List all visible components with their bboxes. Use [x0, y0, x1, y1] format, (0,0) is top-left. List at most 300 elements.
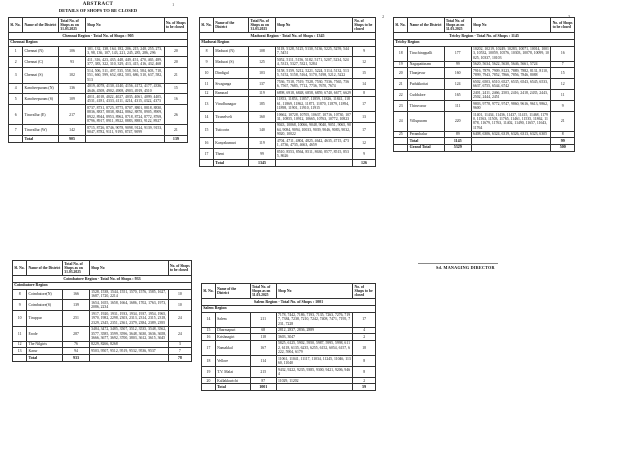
table-row [394, 101, 575, 112]
shop-numbers-cell: 9803, 9778, 9772, 9747, 9860, 9616, 9613, 9862, 9600 [471, 101, 551, 112]
total-shops-cell: 139 [63, 300, 90, 311]
shops-closed-cell: 10 [168, 289, 191, 300]
column-header-shop-no: Shop No [276, 284, 353, 299]
shop-numbers-cell: 5158, 5159, 5212, 5221, 5224, 5114, 5132, 5135, 5152, 5158, 5164, 5170, 5198, 5212, 5222 [275, 68, 352, 79]
sl-no-cell: 14 [202, 312, 216, 327]
shop-numbers-cell: 8737, 8731, 8725, 8775, 8707, 8801, 8818, 8830, 8836, 8837, 8838, 8842, 8862, 8870, 8905, 8909, 8922, 8944, 8953, 8962, 8718, 8724, 8772, 8769, 8796, 8917, 8911, 8922, 8883, 8883, 9122, 8927 [85, 105, 164, 125]
shops-closed-cell: 12 [353, 57, 376, 68]
sl-no-cell: 20 [202, 377, 216, 384]
shops-closed-cell: 2 [353, 377, 376, 384]
total-shops-cell: 215 [250, 367, 276, 378]
table-row [200, 57, 376, 68]
shop-numbers-cell: 9503, 9507, 9512, 9519, 9532, 9536, 9537 [89, 348, 168, 355]
region-title: Madurai Region - Total No. of Shops : 1345 [200, 32, 376, 39]
table-row [9, 46, 188, 57]
sl-no-cell: 9 [200, 57, 214, 68]
total-shops-cell: 119 [249, 90, 275, 97]
district-cell: Nagapattinam [408, 61, 444, 68]
district-cell: Villupuram [408, 111, 444, 131]
signature-line [418, 263, 498, 264]
table-row [200, 96, 376, 111]
chennai-region-table [8, 17, 188, 143]
shop-numbers-cell: 10662, 10728, 10705, 10637, 10716, 10730, 10731, 10855, 10912, 10665, 10763, 10772, 10823 [276, 112, 351, 121]
sl-no-cell: 17 [200, 149, 214, 160]
shops-closed-cell: 17 [353, 122, 376, 137]
shops-closed-cell: 9 [353, 46, 376, 57]
shops-closed-cell: 7 [551, 61, 575, 68]
madurai-region-table [199, 17, 376, 167]
sl-no-cell: 11 [13, 326, 27, 341]
sl-no-cell: 16 [200, 138, 214, 149]
table-row [394, 46, 575, 61]
district-cell: Tiruppur [27, 311, 63, 326]
total-shops-cell: 89 [444, 131, 471, 138]
shop-numbers-cell: 1528, 1538, 1544, 1551, 1570, 1576, 1585, 1627, 1687, 1720, 2214 [89, 289, 168, 300]
column-header-closed: No. of Shops to be closed [353, 18, 376, 33]
district-cell: Ramnad [214, 90, 249, 97]
shops-closed-cell: 21 [164, 68, 187, 83]
shops-closed-cell: 17 [353, 96, 376, 111]
shops-closed-cell: 18 [353, 340, 376, 355]
column-header-shop-no: Shop No [471, 18, 551, 33]
table-row [9, 68, 188, 83]
shops-closed-cell: 16 [164, 94, 187, 105]
district-cell: Coimbatore(S) [27, 300, 63, 311]
trichy-region-table [393, 17, 575, 152]
sl-no-cell: 18 [202, 356, 216, 367]
shop-numbers-cell: 8510, 8553, 8564, 8511, 8630, 8577, 8515, 8535, 8626 [275, 149, 352, 160]
table-row [200, 138, 376, 149]
table-row [13, 300, 192, 311]
sl-no-cell: 9 [13, 300, 27, 311]
shop-numbers-cell: 4019, 4078, 4130, 4140, 4156, 4172, 4177, 4336, 4646, 4508, 4902, 4908, 4903, 4919, 4510 [85, 83, 164, 94]
sl-no-cell: 17 [202, 340, 216, 355]
shops-closed-cell: 14 [353, 79, 376, 90]
grand-total-row [394, 144, 575, 151]
total-row [202, 384, 376, 391]
total-label: Total [408, 138, 444, 145]
sl-no-cell: 4 [9, 83, 23, 94]
sl-no-cell: 15 [202, 327, 216, 334]
shop-numbers-cell: 6898, 6918, 6848, 6858, 6859, 6740, 6677, 6629 [276, 90, 351, 95]
shop-numbers-cell: 6502, 6503, 6510, 6527, 6535, 6543, 6545, 6533, 6637, 6755, 6544, 6742 [471, 79, 551, 90]
sl-no-cell: 25 [394, 131, 408, 138]
total-shops-cell: 106 [59, 46, 86, 57]
shops-closed-cell: 24 [168, 326, 191, 341]
table-row [200, 46, 376, 57]
column-header-closed: No. of Shops to be closed [551, 18, 575, 33]
table-row [202, 367, 376, 378]
total-shops-cell: 167 [250, 340, 276, 355]
total-shops-cell: 140 [249, 122, 275, 137]
shops-closed-cell: 15 [164, 83, 187, 94]
total-spacer [394, 144, 408, 151]
shops-closed-cell: 7 [168, 348, 191, 355]
total-shops-cell: 166 [63, 289, 90, 300]
sl-no-cell: 5 [9, 94, 23, 105]
total-shops-value: 933 [63, 354, 90, 361]
shops-closed-cell: 24 [168, 311, 191, 326]
column-header-total: Total No. of Shops as on 31.03.2025 [63, 261, 90, 276]
table-header-row [394, 18, 575, 33]
district-cell: Tiruchirappalli [408, 46, 444, 61]
total-shops-value: 1345 [249, 159, 275, 166]
total-shops-cell: 68 [250, 327, 276, 334]
column-header-total: Total No. of Shops as on 31.03.2025 [444, 18, 471, 33]
sl-no-cell: 24 [394, 111, 408, 131]
sl-no-cell: 8 [200, 46, 214, 57]
total-row [13, 354, 192, 361]
shops-closed-cell: 12 [551, 79, 575, 90]
column-header-shop-no: Shop No [275, 18, 352, 33]
column-header-total: Total No. of Shops as on 31.03.2025 [249, 18, 275, 33]
total-label: Total [23, 135, 59, 142]
shop-numbers-cell: 9043, 10068, 10066, 9048, 9040, 9051, 9065, 9064, 9084, 9094, 10033, 9039, 9046, 9083, 9032, 9020, 10022 [276, 123, 351, 137]
total-shops-cell: 165 [444, 90, 471, 101]
shop-numbers-cell: 5825, 6125, 5902, 5950, 5987, 5995, 5998, 6112, 6118, 6135, 6235, 6255, 6152, 6054, 6157, 6222, 5904, 6179 [276, 340, 353, 355]
column-header-sl: Sl. No. [394, 18, 408, 33]
district-cell: Chennai (C) [23, 57, 59, 68]
total-shops-value: 5329 [444, 144, 471, 151]
table-row [9, 105, 188, 125]
sl-no-cell: 10 [13, 311, 27, 326]
shop-numbers-cell: 11029, 11202 [276, 377, 353, 384]
coimbatore-region-table [12, 260, 192, 362]
shop-numbers-cell: 7178, 7442, 7186, 7193, 7135, 7263, 7276, 7197, 7384, 7238, 7210, 7242, 7408, 7471, 7195, 7231, 7228 [276, 312, 353, 327]
total-shops-cell: 124 [444, 79, 471, 90]
shop-numbers-cell: 5118, 5128, 5125, 5130, 5136, 5225, 5259, 5447, 5451 [275, 46, 352, 57]
total-spacer [275, 159, 352, 166]
region-label-row [9, 39, 188, 46]
column-header-sl: Sl. No. [202, 284, 216, 299]
total-shops-cell: 142 [59, 125, 86, 136]
total-spacer [9, 135, 23, 142]
salem-region-table [201, 283, 376, 391]
total-shops-cell: 103 [249, 68, 275, 79]
region-title-row [202, 298, 376, 305]
region-title: Chennai Region - Total No. of Shops : 905 [9, 32, 188, 39]
district-cell: Kallakkurichi [215, 377, 250, 384]
region-label-row [13, 282, 192, 289]
sl-no-cell: 15 [200, 122, 214, 137]
total-shops-cell: 220 [444, 111, 471, 131]
shops-closed-cell: 8 [353, 367, 376, 378]
total-spacer [276, 384, 353, 391]
shop-numbers-cell: 8715, 8726, 8746, 9078, 9098, 9124, 9139, 9153, 9047, 8782, 9111, 9195, 8747, 9099 [85, 125, 164, 136]
total-spacer [202, 384, 216, 391]
district-cell: Chennai (S) [23, 68, 59, 83]
total-label: Total [27, 354, 63, 361]
shop-numbers-cell: 11061, 11041, 11117, 11034, 11245, 11046, 11360, 11040 [276, 356, 353, 367]
region-label: Salem Region [202, 305, 376, 312]
table-row [202, 312, 376, 327]
shop-numbers-cell: 6408, 6306, 6324, 6319, 6326, 6313, 6323, 6305 [471, 131, 551, 138]
sl-no-cell: 6 [9, 105, 23, 125]
shops-closed-cell: 21 [164, 125, 187, 136]
district-cell: Tiruvallur (E) [23, 105, 59, 125]
page-number: 2 [382, 14, 385, 19]
table-row [200, 79, 376, 90]
district-cell: Erode [27, 326, 63, 341]
column-header-closed: No. of Shops to be closed [353, 284, 376, 299]
shops-closed-cell: 16 [551, 46, 575, 61]
total-shops-cell: 125 [249, 57, 275, 68]
district-cell: Kanyakumari [214, 138, 249, 149]
table-header-row [9, 18, 188, 33]
sl-no-cell: 10 [200, 68, 214, 79]
district-cell: Pudukkottai [408, 79, 444, 90]
sl-no-cell: 16 [202, 334, 216, 341]
shops-closed-cell: 8 [551, 131, 575, 138]
total-shops-cell: 211 [250, 312, 276, 327]
region-title: Coimbatore Region - Total No. of Shops : 933 [13, 275, 192, 282]
total-row [9, 135, 188, 142]
column-header-closed: No. of Shops to be closed [168, 261, 191, 276]
table-row [9, 125, 188, 136]
total-shops-cell: 137 [249, 79, 275, 90]
shop-numbers-cell: 8229, 8266, 8268 [89, 341, 168, 348]
district-cell: T.V. Malai [215, 367, 250, 378]
total-shops-cell: 177 [444, 46, 471, 61]
district-cell: Coimbatore(N) [27, 289, 63, 300]
district-cell: Tiruvallur (W) [23, 125, 59, 136]
table-row [9, 57, 188, 68]
table-row [9, 83, 188, 94]
total-closed-value: 78 [168, 354, 191, 361]
district-cell: Kancheepuram (N) [23, 83, 59, 94]
shop-numbers-cell: 2401, 2411, 2466, 2503, 2416, 2418, 2435, 2443, 2502, 2444, 2451 [471, 90, 551, 101]
district-cell: Karur [27, 348, 63, 355]
column-header-sl: Sl. No. [9, 18, 23, 33]
total-shops-cell: 111 [444, 101, 471, 112]
total-shops-cell: 287 [63, 326, 90, 341]
shops-closed-cell: 9 [353, 149, 376, 160]
district-cell: Cuddalore [408, 90, 444, 101]
total-label: Total [214, 159, 249, 166]
total-shops-cell: 99 [249, 149, 275, 160]
total-shops-cell: 76 [63, 341, 90, 348]
region-title: Salem Region - Total No. of Shops : 1001 [202, 298, 376, 305]
column-header-closed: No. of Shops to be closed [164, 18, 187, 33]
total-spacer [89, 354, 168, 361]
district-cell: Namakkal [215, 340, 250, 355]
total-shops-cell: 114 [250, 356, 276, 367]
total-shops-cell: 99 [444, 61, 471, 68]
total-shops-cell: 93 [59, 57, 86, 68]
total-shops-cell: 160 [444, 68, 471, 79]
column-header-sl: Sl. No. [200, 18, 214, 33]
table-header-row [202, 284, 376, 299]
shops-closed-cell: 8 [353, 90, 376, 97]
table-row [394, 111, 575, 131]
total-label: Total [215, 384, 250, 391]
signature: Sd. MANAGING DIRECTOR [436, 265, 495, 270]
column-header-district: Name of the District [23, 18, 59, 33]
total-closed-value: 126 [353, 159, 376, 166]
district-cell: Theni [214, 149, 249, 160]
table-row [200, 68, 376, 79]
shops-closed-cell: 12 [353, 138, 376, 149]
region-label-row [202, 305, 376, 312]
total-closed-value: 99 [551, 138, 575, 145]
sl-no-cell: 7 [9, 125, 23, 136]
table-row [202, 356, 376, 367]
total-closed-value: 139 [164, 135, 187, 142]
total-spacer [85, 135, 164, 142]
column-header-district: Name of the District [214, 18, 249, 33]
shop-numbers-cell: 3603, 3047 [276, 334, 353, 341]
total-row [394, 138, 575, 145]
shop-numbers-cell: 2812, 2837, 2836, 2889 [276, 327, 353, 334]
shops-closed-cell: 4 [353, 327, 376, 334]
shop-numbers-cell: 1654, 1655, 1658, 1664, 1686, 1702, 1763, 1973, 2086, 2234 [89, 300, 168, 311]
shops-closed-cell: 8 [353, 356, 376, 367]
table-row [202, 340, 376, 355]
shops-closed-cell: 20 [164, 57, 187, 68]
total-spacer [394, 138, 408, 145]
document-header [8, 2, 188, 13]
table-row [13, 289, 192, 300]
sl-no-cell: 8 [13, 289, 27, 300]
region-label: Madurai Region [200, 39, 376, 46]
sl-no-cell: 14 [200, 111, 214, 122]
column-header-total: Total No. of Shops as on 31.03.2025 [59, 18, 86, 33]
total-closed-value: 500 [551, 144, 575, 151]
sl-no-cell: 19 [202, 367, 216, 378]
total-spacer [200, 159, 214, 166]
sl-no-cell: 13 [200, 96, 214, 111]
total-spacer [471, 144, 551, 151]
district-cell: Dindigul [214, 68, 249, 79]
document-title: ABSTRACT [82, 2, 114, 7]
total-shops-cell: 160 [249, 111, 275, 122]
table-row [394, 90, 575, 101]
shops-closed-cell: 9 [551, 101, 575, 112]
sl-no-cell: 2 [9, 57, 23, 68]
shop-numbers-cell: 11853, 11853, 11857, 11859, 11826, 11841, 11861, 11869, 11862, 11871, 11870, 11879, 11894, 11898, 11901, 11910, 11915 [275, 96, 352, 111]
region-label: Chennai Region [9, 39, 188, 46]
sl-no-cell: 13 [13, 348, 27, 355]
table-header-row [13, 261, 192, 276]
total-row [200, 159, 376, 166]
region-title-row [394, 32, 575, 39]
district-cell: Salem [215, 312, 250, 327]
district-cell: Madurai (S) [214, 57, 249, 68]
region-title-row [13, 275, 192, 282]
shops-closed-cell: 20 [164, 46, 187, 57]
sl-no-cell: 22 [394, 90, 408, 101]
shops-closed-cell: 15 [353, 68, 376, 79]
sl-no-cell: 23 [394, 101, 408, 112]
total-shops-value: 1145 [444, 138, 471, 145]
district-cell: Tuticorin [214, 122, 249, 137]
sl-no-cell: 21 [394, 79, 408, 90]
table-row [9, 94, 188, 105]
shop-numbers-cell: 1917, 1920, 1931, 1933, 1934, 1937, 1954, 1965, 1970, 1982, 2298, 2303, 2313, 2314, 2315, 2318, 2329, 2345, 2351, 2361, 2379, 2384, 2389, 2395 [89, 311, 168, 326]
column-header-shop-no: Shop No [85, 18, 164, 33]
shops-closed-cell: 11 [551, 90, 575, 101]
region-label-row [200, 39, 376, 46]
total-label: Grand Total [408, 144, 444, 151]
table-row [200, 122, 376, 137]
shops-closed-cell: 2 [353, 334, 376, 341]
total-spacer [471, 138, 551, 145]
shop-numbers-cell: 411, 316, 423, 435, 448, 449, 451, 470, 465, 489, 377, 383, 322, 310, 329, 413, 415, 416, 432, 468 [85, 57, 164, 68]
region-label: Trichy Region [394, 39, 575, 46]
shops-closed-cell: 21 [551, 111, 575, 131]
table-header-row [200, 18, 376, 33]
sl-no-cell: 3 [9, 68, 23, 83]
district-cell: Dharmapuri [215, 327, 250, 334]
table-row [200, 111, 376, 122]
total-shops-cell: 251 [63, 311, 90, 326]
shops-closed-cell: 10 [168, 300, 191, 311]
district-cell: Madurai (N) [214, 46, 249, 57]
total-shops-cell: 102 [59, 68, 86, 83]
district-cell: Krishnagiri [215, 334, 250, 341]
sl-no-cell: 19 [394, 61, 408, 68]
shops-closed-cell: 15 [551, 68, 575, 79]
column-header-total: Total No. of Shops as on 31.03.2025 [250, 284, 276, 299]
total-shops-value: 1001 [250, 384, 276, 391]
shop-numbers-cell: 4704, 4711, 4804, 4825, 4642, 4635, 4715, 4731, 4736, 4735, 4663, 4659 [275, 138, 352, 149]
shop-numbers-cell: 7536, 7518, 7519, 7528, 7530, 7536, 7565, 7566, 7567, 7685, 7712, 7736, 7670, 7674 [275, 79, 352, 90]
district-cell: Virudhunagar [214, 96, 249, 111]
district-cell: Kancheepuram (S) [23, 94, 59, 105]
shop-numbers-cell: 5620, 5634, 5622, 5630, 5646, 5661, 5724 [471, 61, 551, 68]
table-row [200, 149, 376, 160]
shop-numbers-cell: 7916, 7879, 7909, 8123, 7889, 7882, 8131, 8110, 7899, 7943, 7852, 7866, 7856, 7846, 8088 [471, 68, 551, 79]
total-shops-cell: 119 [249, 138, 275, 149]
table-row [13, 326, 192, 341]
shop-numbers-cell: 101, 132, 138, 164, 182, 206, 215, 248, 255, 273, 3, 98, 136, 107, 143, 221, 245, 285, 286, 296 [85, 46, 164, 57]
sl-no-cell: 1 [9, 46, 23, 57]
region-title-row [200, 32, 376, 39]
sl-no-cell: 12 [200, 90, 214, 97]
total-closed-value: 59 [353, 384, 376, 391]
total-shops-cell: 109 [59, 94, 86, 105]
total-shops-cell: 87 [250, 377, 276, 384]
shop-numbers-cell: 10202, 10219, 10249, 10283, 10071, 10014, 10013, 10532, 10059, 10576, 10303, 10078, 10099, 10025, 10337, 10103 [471, 46, 551, 61]
total-shops-cell: 94 [63, 348, 90, 355]
district-cell: Perambalur [408, 131, 444, 138]
shop-numbers-cell: 4011, 4018, 4022, 4027, 4035, 4061, 4099, 4405, 4531, 4181, 4333, 4111, 4214, 4315, 4322, 4373 [85, 94, 164, 105]
total-shops-cell: 118 [250, 334, 276, 341]
shop-numbers-cell: 514, 506, 511, 497, 535, 558, 561, 584, 603, 718, 551, 660, 599, 652, 682, 503, 686, 510, 637, 582, 513 [85, 68, 164, 83]
district-cell: Chennai (N) [23, 46, 59, 57]
district-cell: Thiruvarur [408, 101, 444, 112]
column-header-district: Name of the District [408, 18, 444, 33]
region-label-row [394, 39, 575, 46]
total-shops-cell: 185 [249, 96, 275, 111]
region-title: Trichy Region - Total No. of Shops : 1145 [394, 32, 575, 39]
page-number: 1 [172, 2, 175, 7]
shops-closed-cell: 26 [164, 105, 187, 125]
shops-closed-cell: 17 [353, 312, 376, 327]
district-cell: Vellore [215, 356, 250, 367]
column-header-sl: Sl. No. [13, 261, 27, 276]
sl-no-cell: 20 [394, 68, 408, 79]
district-cell: The Nilgiris [27, 341, 63, 348]
region-label: Coimbatore Region [13, 282, 192, 289]
table-row [394, 68, 575, 79]
shops-closed-cell: 3 [168, 341, 191, 348]
shop-numbers-cell: 11401, 11434, 11436, 11437, 11415, 11468, 11790, 11563, 11503, 11765, 11461, 11535, 11862, 11878, 11679, 11763, 11402, 11490, 11657, 11643, 11764 [471, 111, 551, 131]
total-shops-cell: 108 [249, 46, 275, 57]
district-cell: Sivaganga [214, 79, 249, 90]
total-spacer [13, 354, 27, 361]
district-cell: Thanjavur [408, 68, 444, 79]
